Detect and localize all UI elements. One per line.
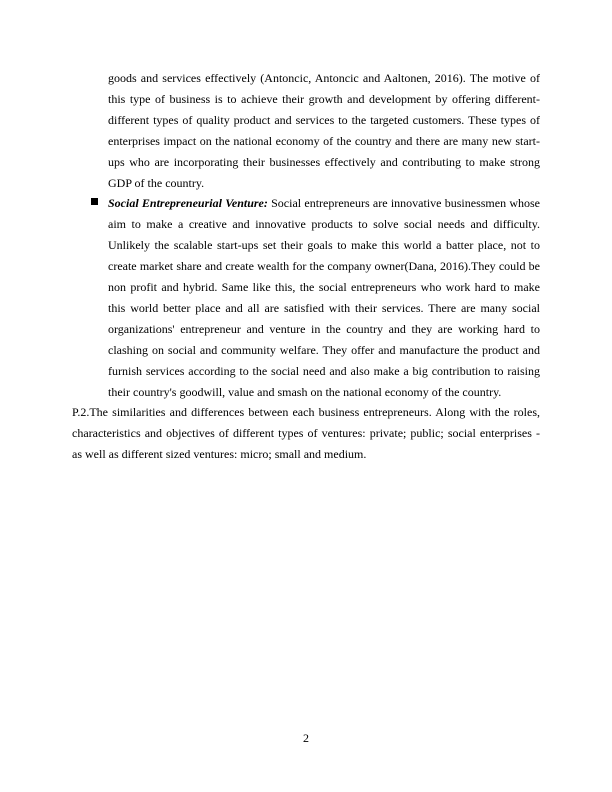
paragraph1-line: different types of quality product and services to the targeted customers. These types of [108,113,540,127]
paragraph2-line: characteristics and objectives of different types of ventures: private; public; social enterprises - [72,426,540,440]
bullet-line: organizations' entrepreneur and venture in the country and they are working hard to [108,322,540,336]
square-bullet-icon [91,198,98,205]
page-number: 2 [303,731,309,745]
bullet-line: create market share and create wealth for the company owner(Dana, 2016).They could be [108,259,540,273]
bullet-line: aim to make a creative and innovative products to solve social needs and difficulty. [108,217,540,231]
paragraph1-line: enterprises impact on the national economy of the country and there are many new start- [108,134,540,148]
bullet-lead-heading: Social Entrepreneurial Venture: [108,196,268,210]
bullet-first-line [108,196,540,210]
paragraph1-line: GDP of the country. [108,176,205,190]
bullet-line: this world better place and all are satisfied with their services. There are many social [108,301,540,315]
paragraph2-line: as well as different sized ventures: micro; small and medium. [72,447,367,461]
paragraph2-line: P.2.The similarities and differences between each business entrepreneurs. Along with the roles, [72,405,540,419]
bullet-line: clashing on social and community welfare. They offer and manufacture the product and [108,343,540,357]
bullet-first-line-text: Social entrepreneurs are innovative businessmen whose [267,196,540,210]
bullet-line: their country's goodwill, value and smash on the national economy of the country. [108,385,502,399]
paragraph1-line: this type of business is to achieve their growth and development by offering different- [108,92,540,106]
bullet-line: non profit and hybrid. Same like this, the social entrepreneurs who work hard to make [108,280,540,294]
paragraph1-line: goods and services effectively (Antoncic, Antoncic and Aaltonen, 2016). The motive of [108,71,540,85]
bullet-line: furnish services according to the social need and also make a big contribution to raising [108,364,540,378]
paragraph1-line: ups who are incorporating their businesses effectively and contributing to make strong [108,155,540,169]
bullet-line: Unlikely the scalable start-ups set their goals to make this world a batter place, not to [108,238,540,252]
